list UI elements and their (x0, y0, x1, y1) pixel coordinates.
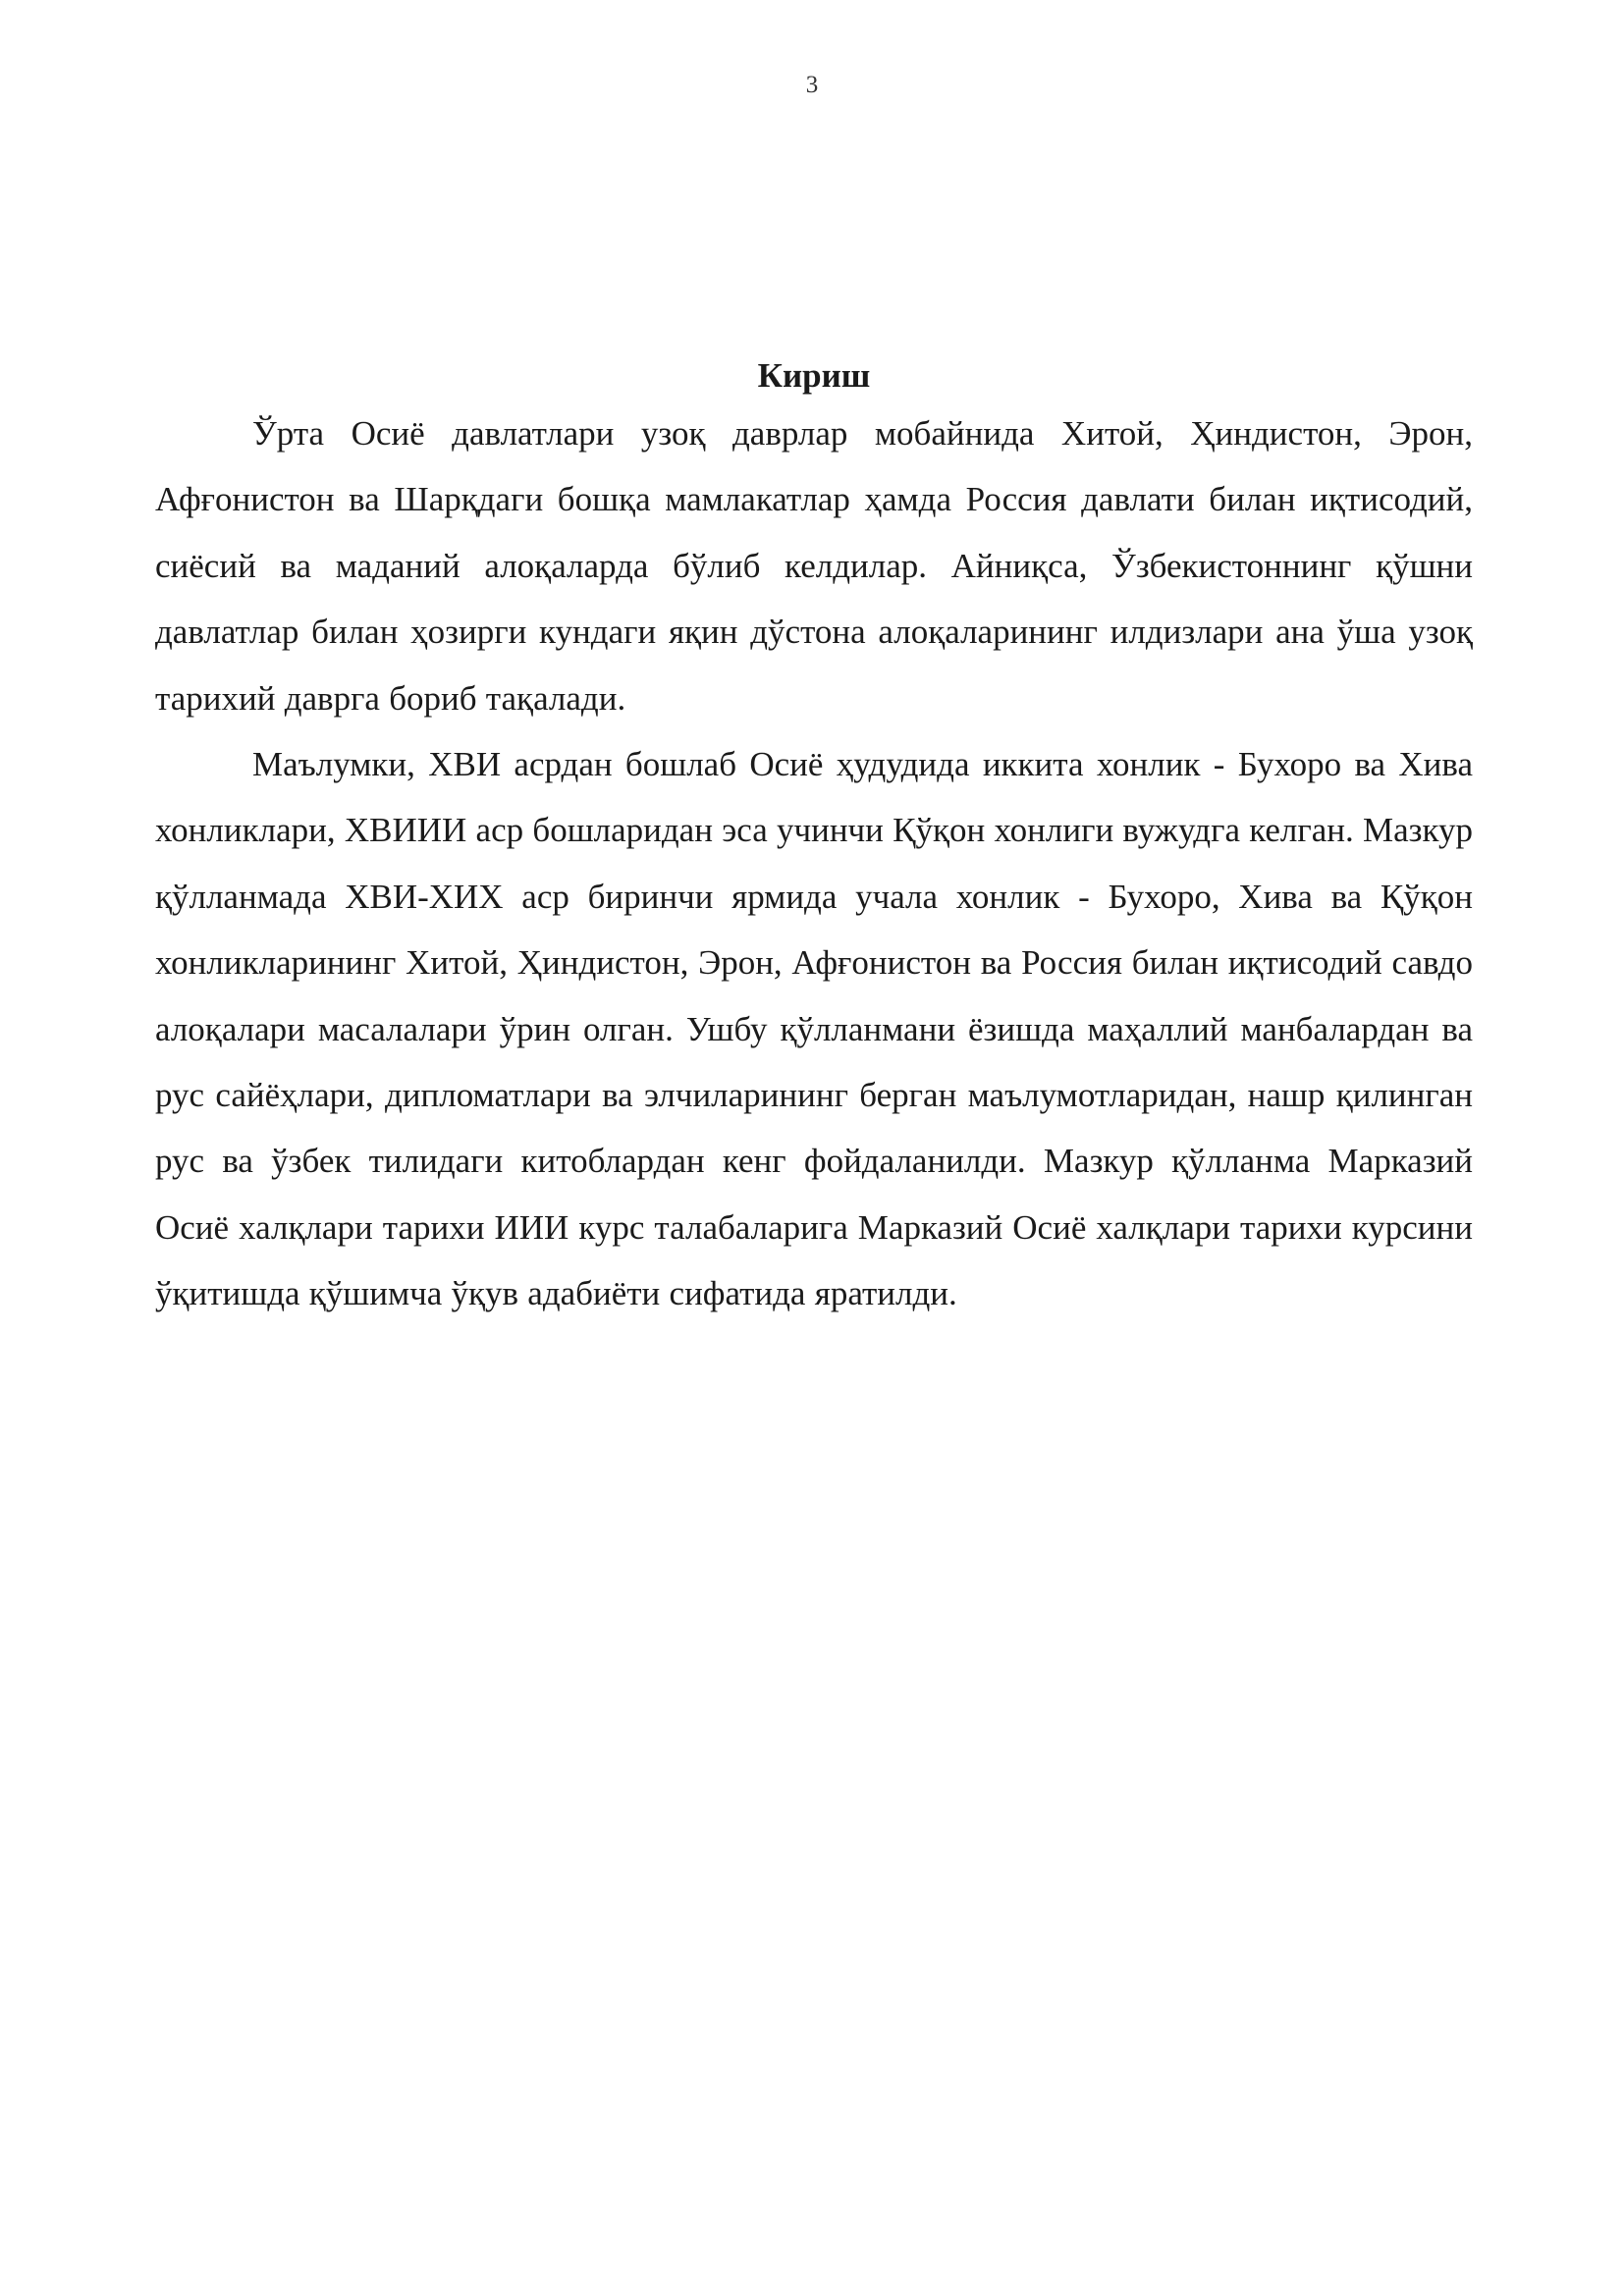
page-number: 3 (805, 72, 819, 98)
paragraph-2: Маълумки, ХВИ асрдан бошлаб Осиё ҳудудида иккита хонлик - Бухоро ва Хива хонликлари, ХВИИИ аср бошларидан эса учинчи Қўқон хонлиги вужудга келган. Мазкур қўлланмада ХВИ-ХИХ аср биринчи ярмида учала хонлик - Бухоро, Хива ва Қўқон хонликларининг Хитой, Ҳиндистон, Эрон, Афғонистон ва Россия билан иқтисодий савдо алоқалари масалалари ўрин олган. Ушбу қўлланмани ёзишда маҳаллий манбалардан ва рус сайёҳлари, дипломатлари ва элчиларининг берган маълумотларидан, нашр қилинган рус ва ўзбек тилидаги китоблардан кенг фойдаланилди. Мазкур қўлланма Марказий Осиё халқлари тарихи ИИИ курс талабаларига Марказий Осиё халқлари тарихи курсини ўқитишда қўшимча ўқув адабиёти сифатида яратилди. (155, 745, 1473, 1313)
paragraph-1: Ўрта Осиё давлатлари узоқ даврлар мобайнида Хитой, Ҳиндистон, Эрон, Афғонистон ва Шарқдаги бошқа мамлакатлар ҳамда Россия давлати билан иқтисодий, сиёсий ва маданий алоқаларда бўлиб келдилар. Айниқса, Ўзбекистоннинг қўшни давлатлар билан ҳозирги кундаги яқин дўстона алоқаларининг илдизлари ана ўша узоқ тарихий даврга бориб тақалади. (155, 414, 1473, 718)
section-heading: Кириш (757, 356, 871, 395)
document-body (155, 351, 1473, 1327)
